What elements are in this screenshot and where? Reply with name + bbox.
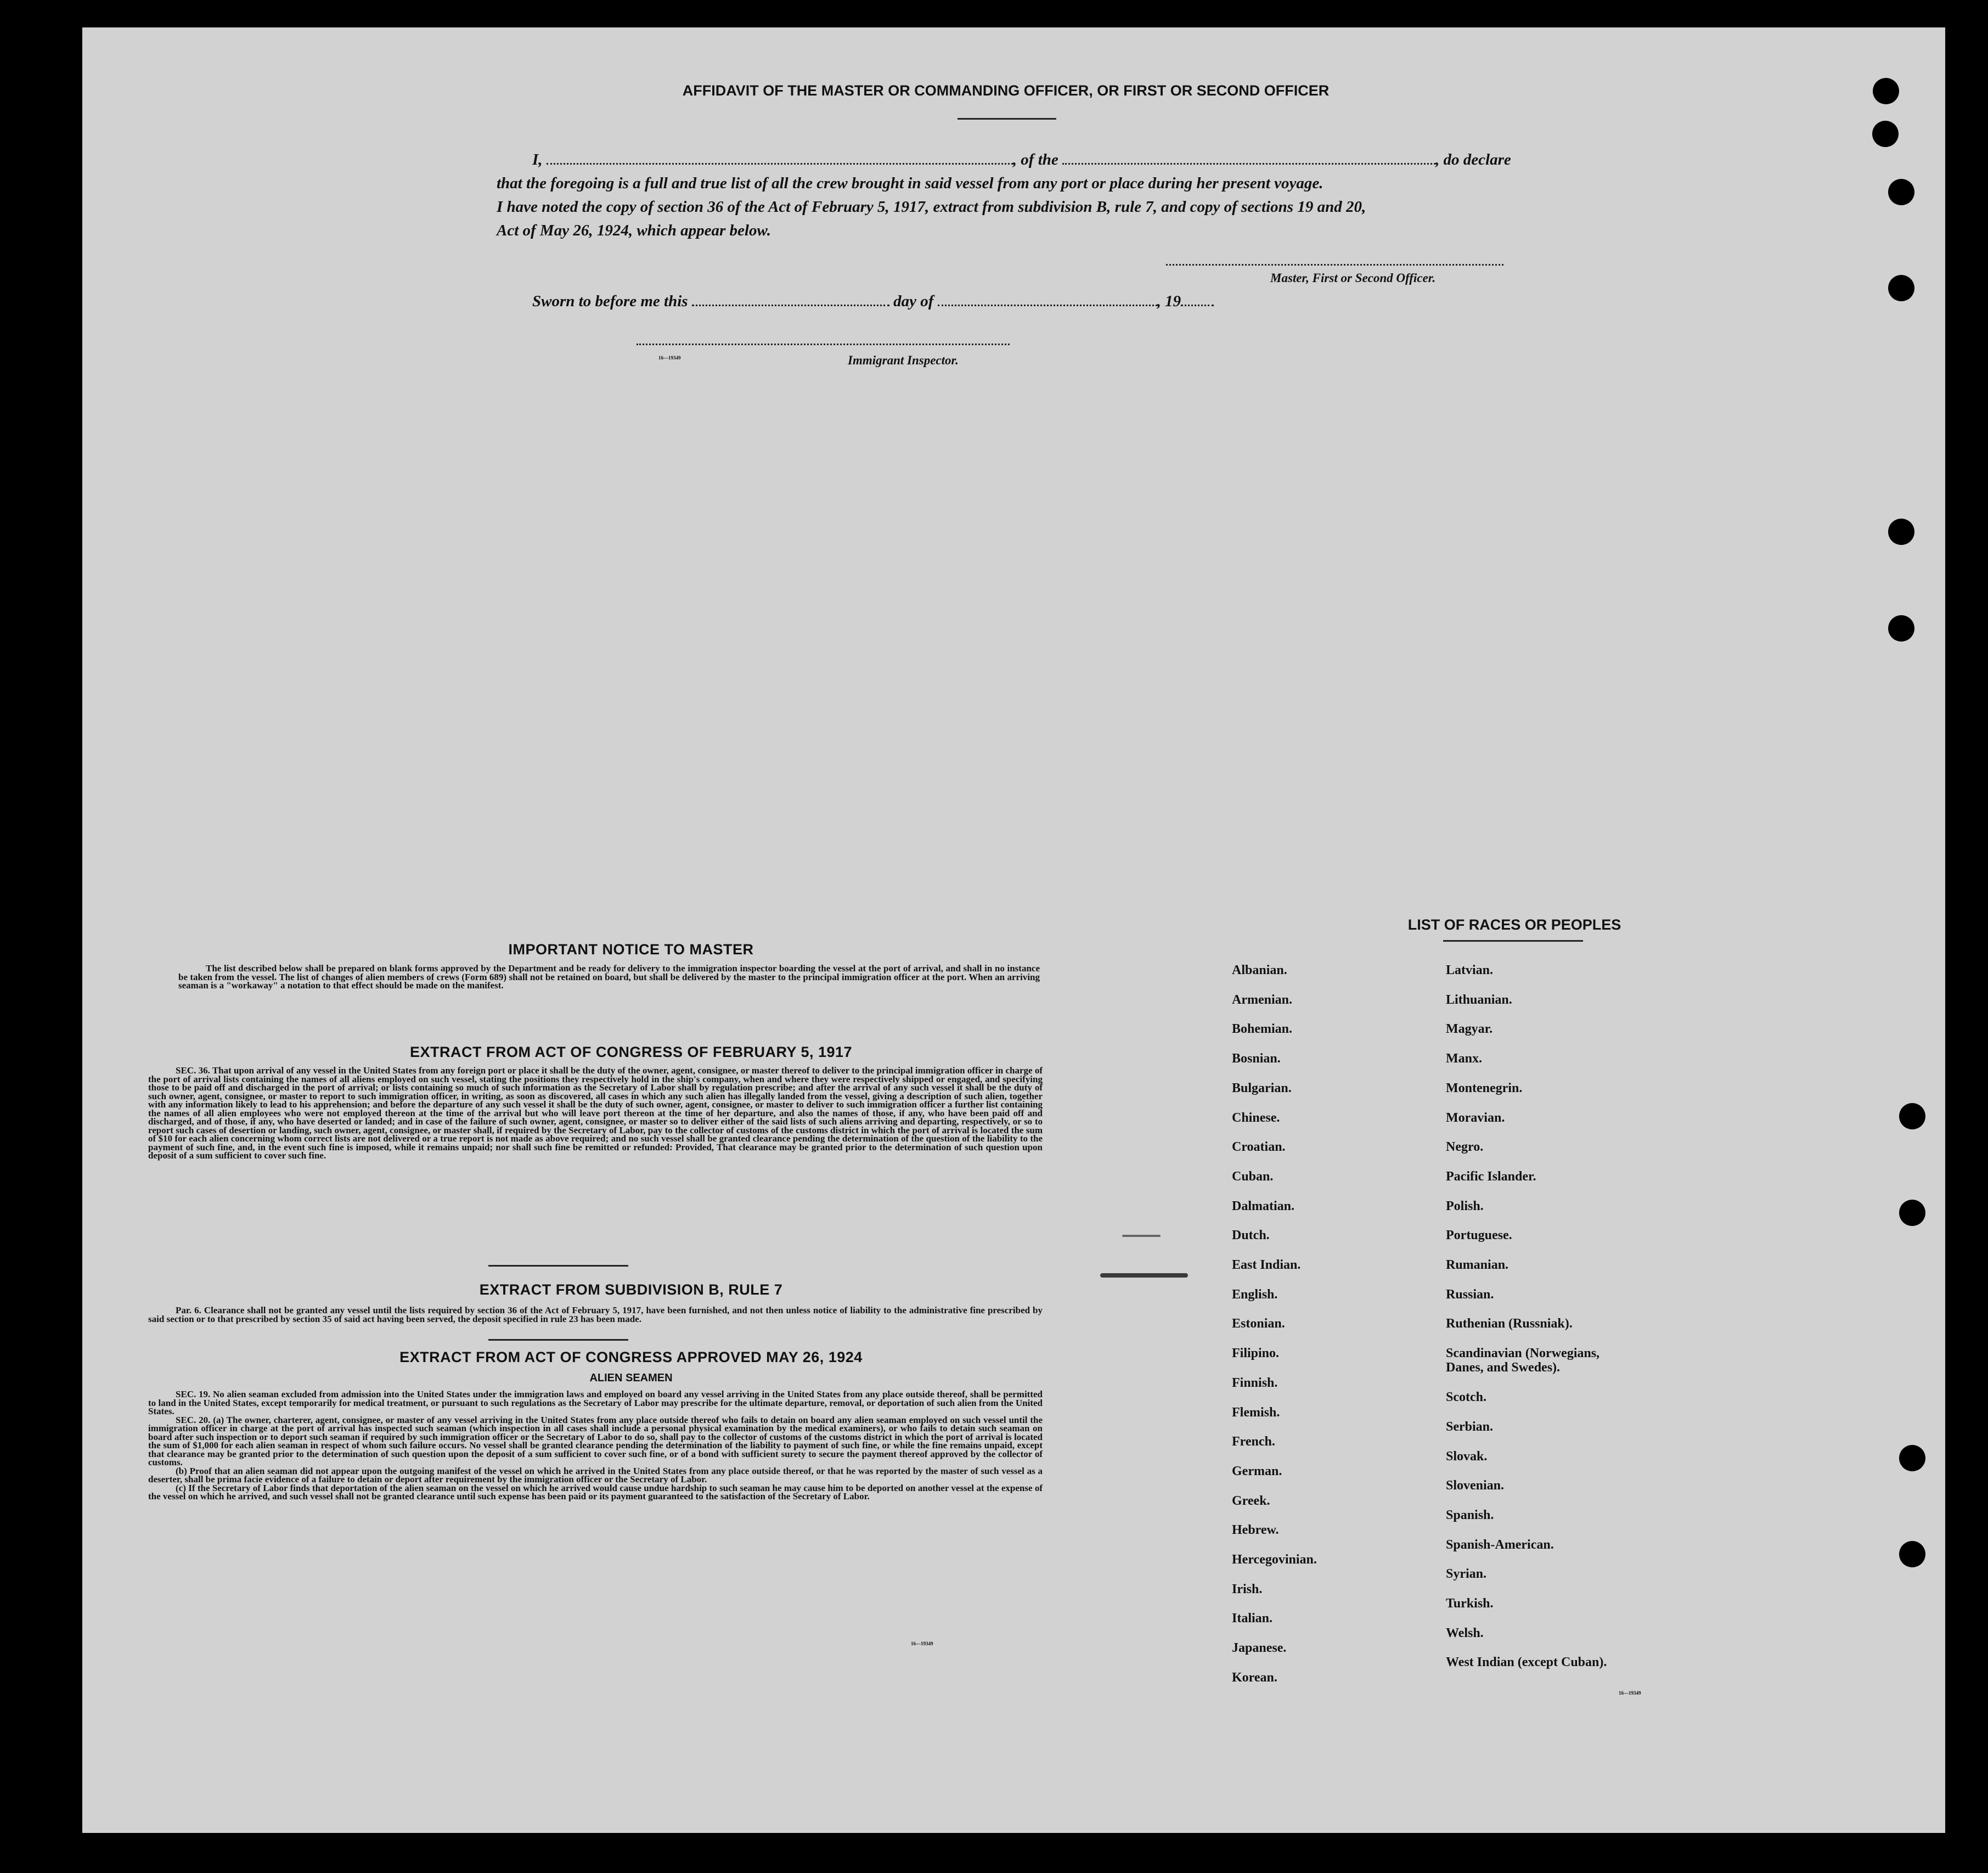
race-item: Portuguese. bbox=[1446, 1228, 1512, 1243]
race-item: Croatian. bbox=[1232, 1140, 1286, 1155]
punch-hole bbox=[1873, 78, 1899, 104]
master-label: Master, First or Second Officer. bbox=[1270, 271, 1436, 285]
race-item: Dalmatian. bbox=[1232, 1199, 1294, 1213]
punch-hole bbox=[1899, 1445, 1925, 1471]
pronoun: I, bbox=[532, 151, 543, 168]
race-item: Ruthenian (Russniak). bbox=[1446, 1317, 1573, 1331]
punch-hole bbox=[1888, 275, 1914, 301]
notice-body bbox=[178, 964, 1040, 990]
race-item: Chinese. bbox=[1232, 1110, 1280, 1125]
do-declare-label: , do declare bbox=[1435, 151, 1511, 168]
race-item: Syrian. bbox=[1446, 1567, 1487, 1582]
divider-1 bbox=[488, 1265, 628, 1267]
form-number: 16—19349 bbox=[658, 355, 681, 361]
sworn-label: Sworn to before me this bbox=[532, 293, 688, 310]
affidavit-line1 bbox=[532, 148, 1630, 172]
title-underline bbox=[958, 118, 1056, 120]
race-item: English. bbox=[1232, 1287, 1278, 1302]
race-item: Finnish. bbox=[1232, 1375, 1278, 1390]
name-field[interactable] bbox=[547, 162, 1013, 165]
races-underline bbox=[1443, 940, 1583, 942]
race-item: Cuban. bbox=[1232, 1169, 1274, 1184]
sworn-month-field[interactable] bbox=[938, 304, 1157, 306]
race-item: Scandinavian (Norwegians, Danes, and Swedes). bbox=[1446, 1346, 1600, 1375]
alien-seamen-subtitle: ALIEN SEAMEN bbox=[589, 1372, 673, 1384]
race-item: Greek. bbox=[1232, 1493, 1270, 1508]
punch-hole bbox=[1899, 1541, 1925, 1567]
race-item: Italian. bbox=[1232, 1611, 1273, 1626]
race-item: Serbian. bbox=[1446, 1419, 1494, 1434]
extract1924-body bbox=[148, 1390, 1043, 1501]
sec20c-text: (c) If the Secretary of Labor finds that deportation of the alien seaman on the vessel on which he arrived would cause undue hardship to such seaman he may cause him to be deported on another vessel at the expense of the vessel on which he arrived, and such vessel shall not be granted clearance until such expense has been paid or its payment guaranteed to the satisfaction of the Secretary of Labor. bbox=[148, 1482, 1043, 1501]
affidavit-line2: that the foregoing is a full and true list of all the crew brought in said vessel from any port or place during her present voyage. bbox=[497, 175, 1324, 192]
race-item: Spanish. bbox=[1446, 1508, 1494, 1522]
sec36-text: SEC. 36. That upon arrival of any vessel in the United States from any foreign port or place it shall be the duty of the owner, agent, consignee, or master thereof to deliver to the principal immigration officer in charge of the port of arrival lists containing the names of all aliens employed on such vessel, stating the positions they respectively hold in the ship's company, when and where they were respectively shipped or engaged, and specifying those to be paid off and discharged in the port of arrival; or lists containing so much of such information as the Secretary of Labor shall by regulation prescribe; and after the arrival of any such vessel it shall be the duty of such owner, agent, consignee, or master to report to such immigration officer, in writing, as soon as discovered, all cases in which any such alien has illegally landed from the vessel, giving a description of such alien, together with any information likely to lead to his apprehension; and before the departure of any such vessel it shall be the duty of such owner, agent, consignee, or master to deliver to such immigration officer a further list containing the names of all alien employees who were not employed thereon at the time of the arrival but who will leave port thereon at the time of her departure, and also the names of those, if any, who have been paid off and discharged, and of those, if any, who have deserted or landed; and in case of the failure of such owner, agent, consignee, or master so to deliver either of the said lists of such aliens arriving and departing, respectively, or so to report such cases of desertion or landing, such owner, agent, consignee, or master shall, if required by the Secretary of Labor, pay to the collector of customs of the customs district in which the port of arrival is located the sum of $10 for each alien concerning whom correct lists are not delivered or a true report is not made as above required; and no such vessel shall be granted clearance pending the determination of the question of the liability to the payment of such fine, and, in the event such fine is imposed, while it remains unpaid; nor shall such fine be remitted or refunded: Provided, That clearance may be granted prior to the determination of such question upon deposit of a sum sufficient to cover such fine. bbox=[148, 1065, 1043, 1161]
form-number-3: 16—19349 bbox=[1619, 1690, 1641, 1696]
race-item: German. bbox=[1232, 1464, 1282, 1478]
race-item: Turkish. bbox=[1446, 1596, 1494, 1611]
race-item: Welsh. bbox=[1446, 1625, 1484, 1640]
subdivision-title: EXTRACT FROM SUBDIVISION B, RULE 7 bbox=[479, 1281, 783, 1298]
race-item: Moravian. bbox=[1446, 1110, 1505, 1125]
race-item: Russian. bbox=[1446, 1287, 1494, 1302]
race-item: Estonian. bbox=[1232, 1317, 1285, 1331]
affidavit-line4: Act of May 26, 1924, which appear below. bbox=[497, 222, 771, 239]
sec19-text: SEC. 19. No alien seaman excluded from admission into the United States under the immigration laws and employed on board any vessel arriving in the United States from any place outside thereof, shall be permitted to land in the United States, except temporarily for medical treatment, or pursuant to such regulations as the Secretary of Labor may prescribe for the ultimate departure, removal, or deportation of such alien from the United States. bbox=[148, 1389, 1043, 1416]
punch-hole bbox=[1888, 519, 1914, 545]
race-item: Armenian. bbox=[1232, 992, 1292, 1007]
race-item: Irish. bbox=[1232, 1582, 1263, 1596]
race-item: Slovak. bbox=[1446, 1449, 1488, 1464]
affidavit-line3: I have noted the copy of section 36 of the Act of February 5, 1917, extract from subdivision B, rule 7, and copy of sections 19 and 20, bbox=[497, 198, 1366, 216]
extract1917-title: EXTRACT FROM ACT OF CONGRESS OF FEBRUARY 5, 1917 bbox=[409, 1044, 853, 1060]
race-item: Bohemian. bbox=[1232, 1022, 1293, 1037]
vessel-field[interactable] bbox=[1062, 162, 1435, 165]
inspector-signature-line[interactable] bbox=[637, 343, 1010, 345]
race-item: East Indian. bbox=[1232, 1258, 1301, 1272]
race-item: Lithuanian. bbox=[1446, 992, 1512, 1007]
affidavit-title: AFFIDAVIT OF THE MASTER OR COMMANDING OFFICER, OR FIRST OR SECOND OFFICER bbox=[682, 82, 1330, 99]
race-item: Manx. bbox=[1446, 1051, 1482, 1066]
punch-hole bbox=[1872, 121, 1899, 147]
race-item: Rumanian. bbox=[1446, 1258, 1509, 1272]
race-item: Magyar. bbox=[1446, 1022, 1493, 1037]
race-item: Hebrew. bbox=[1232, 1523, 1279, 1538]
ink-smudge bbox=[1100, 1273, 1188, 1278]
race-item: West Indian (except Cuban). bbox=[1446, 1655, 1607, 1670]
inspector-label: Immigrant Inspector. bbox=[848, 353, 959, 367]
race-item: Hercegovinian. bbox=[1232, 1553, 1317, 1567]
race-item: Filipino. bbox=[1232, 1346, 1280, 1361]
sec20b-text: (b) Proof that an alien seaman did not appear upon the outgoing manifest of the vessel on which he arrived in the United States from any place outside thereof, or that he was reported by the master of such vessel as a deserter, shall be prima facie evidence of a failure to detain or deport after requirement by the immigration officer or the Secretary of Labor. bbox=[148, 1465, 1043, 1484]
race-item: Scotch. bbox=[1446, 1390, 1486, 1405]
race-item: Bulgarian. bbox=[1232, 1081, 1292, 1095]
extract1924-title: EXTRACT FROM ACT OF CONGRESS APPROVED MAY 26, 1924 bbox=[399, 1349, 863, 1365]
master-signature-line[interactable] bbox=[1166, 263, 1503, 266]
race-item: Korean. bbox=[1232, 1670, 1277, 1685]
notice-title: IMPORTANT NOTICE TO MASTER bbox=[508, 941, 754, 958]
divider-2 bbox=[488, 1339, 628, 1341]
form-number-2: 16—19349 bbox=[911, 1641, 933, 1646]
race-item: Pacific Islander. bbox=[1446, 1169, 1536, 1184]
race-item: Slovenian. bbox=[1446, 1478, 1505, 1493]
punch-hole bbox=[1899, 1103, 1925, 1129]
race-item: Flemish. bbox=[1232, 1405, 1280, 1420]
race-item: Polish. bbox=[1446, 1199, 1484, 1213]
notice-text: The list described below shall be prepared on blank forms approved by the Department and be ready for delivery to the immigration inspector boarding the vessel at the port of arrival, and shall in no instance be taken from the vessel. The list of changes of alien members of crews (Form 689) shall not be retained on board, but shall be delivered by the master to the principal immigration officer at the port. When an arriving seaman is a "workaway" a notation to that effect should be made on the manifest. bbox=[178, 963, 1040, 991]
ink-smudge-faint bbox=[1122, 1235, 1161, 1237]
subdivision-body bbox=[148, 1306, 1043, 1323]
sworn-line bbox=[532, 290, 1214, 313]
race-item: Spanish-American. bbox=[1446, 1537, 1554, 1552]
extract1917-body bbox=[148, 1066, 1043, 1160]
punch-hole bbox=[1888, 615, 1914, 642]
race-item: Dutch. bbox=[1232, 1228, 1270, 1243]
punch-hole bbox=[1899, 1200, 1925, 1226]
race-item: Bosnian. bbox=[1232, 1051, 1281, 1066]
year-field[interactable] bbox=[1181, 304, 1214, 306]
race-item: Albanian. bbox=[1232, 963, 1287, 977]
year-label: , 19 bbox=[1157, 293, 1181, 310]
races-title: LIST OF RACES OR PEOPLES bbox=[1407, 916, 1621, 933]
punch-hole bbox=[1888, 179, 1914, 205]
race-item: Japanese. bbox=[1232, 1641, 1287, 1656]
race-item: Latvian. bbox=[1446, 963, 1494, 977]
form-sheet bbox=[82, 27, 1945, 1833]
race-item: Montenegrin. bbox=[1446, 1081, 1523, 1095]
race-item: Negro. bbox=[1446, 1140, 1484, 1155]
day-of-label: day of bbox=[893, 293, 934, 310]
race-item: French. bbox=[1232, 1435, 1275, 1449]
par6-text: Par. 6. Clearance shall not be granted any vessel until the lists required by section 36 of the Act of February 5, 1917, have been furnished, and not then unless notice of liability to the administrative fine prescribed by said section or to that prescribed by section 35 of said act having been served, the deposit specified in rule 23 has been made. bbox=[148, 1305, 1043, 1324]
of-the-label: , of the bbox=[1012, 151, 1058, 168]
sworn-day-field[interactable] bbox=[692, 304, 889, 306]
sec20a-text: SEC. 20. (a) The owner, charterer, agent, consignee, or master of any vessel arriving in the United States from any place outside thereof who fails to detain on board any alien seaman employed on such vessel until the immigration officer in charge at the port of arrival has inspected such seaman (which inspection in all cases shall include a personal physical examination by the medical examiners), or who fails to detain such seaman on board after such inspection or to deport such seaman if required by such immigration officer or the Secretary of Labor to do so, shall pay to the collector of customs of the customs district in which the port of arrival is located the sum of $1,000 for each alien seaman in respect of whom such failure occurs. No vessel shall be granted clearance pending the determination of the liability to payment of such fine, or while the fine remains unpaid, except that clearance may be granted prior to the determination of such question upon the deposit of a sum sufficient to cover such fine, or of a bond with sufficient surety to secure the payment thereof approved by the collector of customs. bbox=[148, 1414, 1043, 1467]
